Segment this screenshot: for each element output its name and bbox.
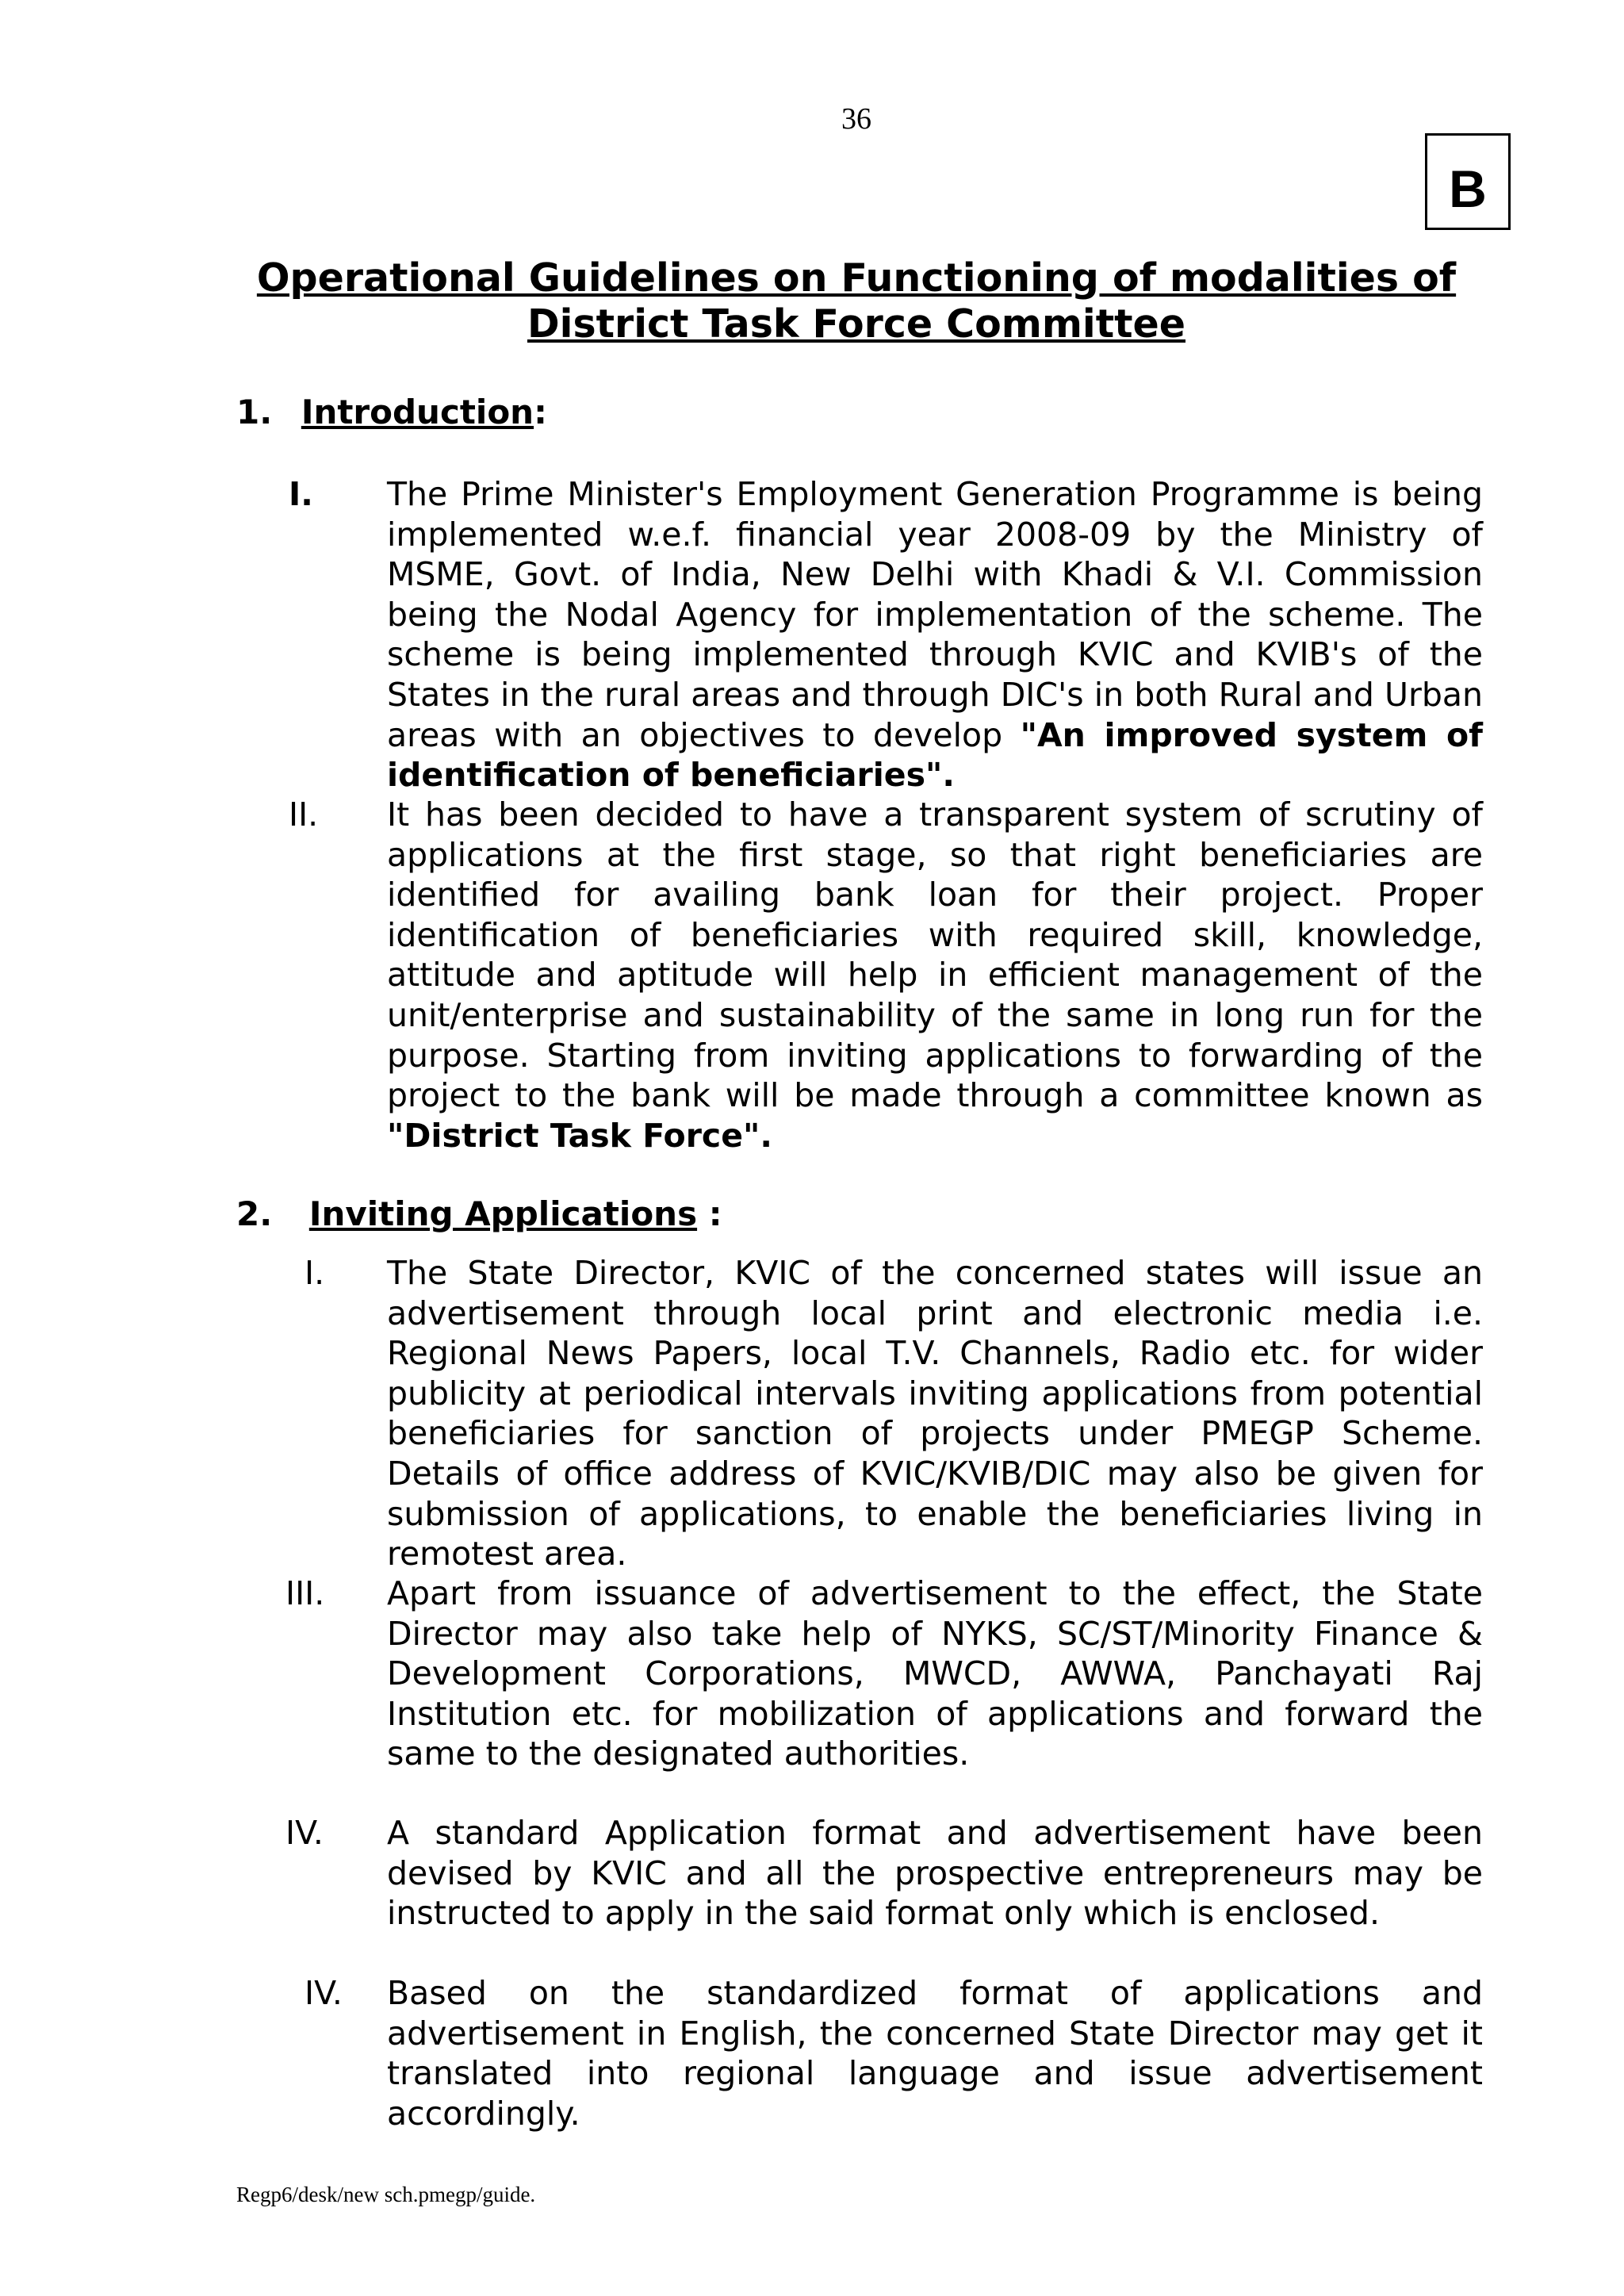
s1-item-2-text: It has been decided to have a transparent system of scrutiny of applications at the first stage, so that right beneficiaries are identified for availing bank loan for their project. Proper identification of beneficiaries with required skill, knowledge, attitude and aptitude will help in efficient management of the unit/enterprise and sustainability of the same in long run for the purpose. Starting from inviting applications to forwarding of the project to the bank will be made through a committee known as "District Task Force". <box>387 795 1483 1155</box>
section-2-title: Inviting Applications <box>308 1194 698 1233</box>
s2-item-3-text: A standard Application format and advertisement have been devised by KVIC and all the prospective entrepreneurs may be instructed to apply in the said format only which is enclosed. <box>387 1814 1483 1933</box>
s2-item-4-text: Based on the standardized format of applications and advertisement in English, the concerned State Director may get it translated into regional language and issue advertisement accordingly. <box>387 1974 1483 2133</box>
section-2-suffix: : <box>697 1194 722 1233</box>
document-title <box>0 255 1624 347</box>
s2-item-3-numeral: IV. <box>285 1814 324 1852</box>
s2-item-2-numeral: III. <box>285 1574 325 1612</box>
section-1-suffix: : <box>534 393 547 431</box>
annex-label-box: B <box>1425 133 1511 230</box>
footer-path: Regp6/desk/new sch.pmegp/guide. <box>236 2183 536 2206</box>
page-number: 36 <box>841 102 871 136</box>
section-1-heading <box>236 393 547 432</box>
s1-item-1-numeral: I. <box>289 475 313 513</box>
title-line-1: Operational Guidelines on Functioning of modalities of <box>256 255 1457 301</box>
section-2-number: 2. <box>236 1194 273 1233</box>
s2-item-4-numeral: IV. <box>304 1974 343 2012</box>
s1-item-1-text: The Prime Minister's Employment Generation Programme is being implemented w.e.f. financial year 2008-09 by the Ministry of MSME, Govt. of India, New Delhi with Khadi & V.I. Commission being the Nodal Agency for implementation of the scheme. The scheme is being implemented through KVIC and KVIB's of the States in the rural areas and through DIC's in both Rural and Urban areas with an objectives to develop "An improved system of identification of beneficiaries". <box>387 475 1483 795</box>
s2-item-1-text: The State Director, KVIC of the concerned states will issue an advertisement through local print and electronic media i.e. Regional News Papers, local T.V. Channels, Radio etc. for wider publicity at periodical intervals inviting applications from potential beneficiaries for sanction of projects under PMEGP Scheme. Details of office address of KVIC/KVIB/DIC may also be given for submission of applications, to enable the beneficiaries living in remotest area. <box>387 1254 1483 1573</box>
section-2-heading <box>236 1194 722 1234</box>
s2-item-2-text: Apart from issuance of advertisement to the effect, the State Director may also take help of NYKS, SC/ST/Minority Finance & Development Corporations, MWCD, AWWA, Panchayati Raj Institution etc. for mobilization of applications and forward the same to the designated authorities. <box>387 1574 1483 1773</box>
s2-item-1-numeral: I. <box>304 1254 325 1292</box>
section-1-title: Introduction <box>301 393 534 431</box>
section-1-number: 1. <box>236 393 273 431</box>
s1-item-2-bold: "District Task Force". <box>387 1116 772 1155</box>
s1-item-2-numeral: II. <box>289 795 319 834</box>
title-line-2: District Task Force Committee <box>527 301 1186 347</box>
s1-item-1-bold: "An improved system of identification of beneficiaries". <box>387 715 1483 795</box>
